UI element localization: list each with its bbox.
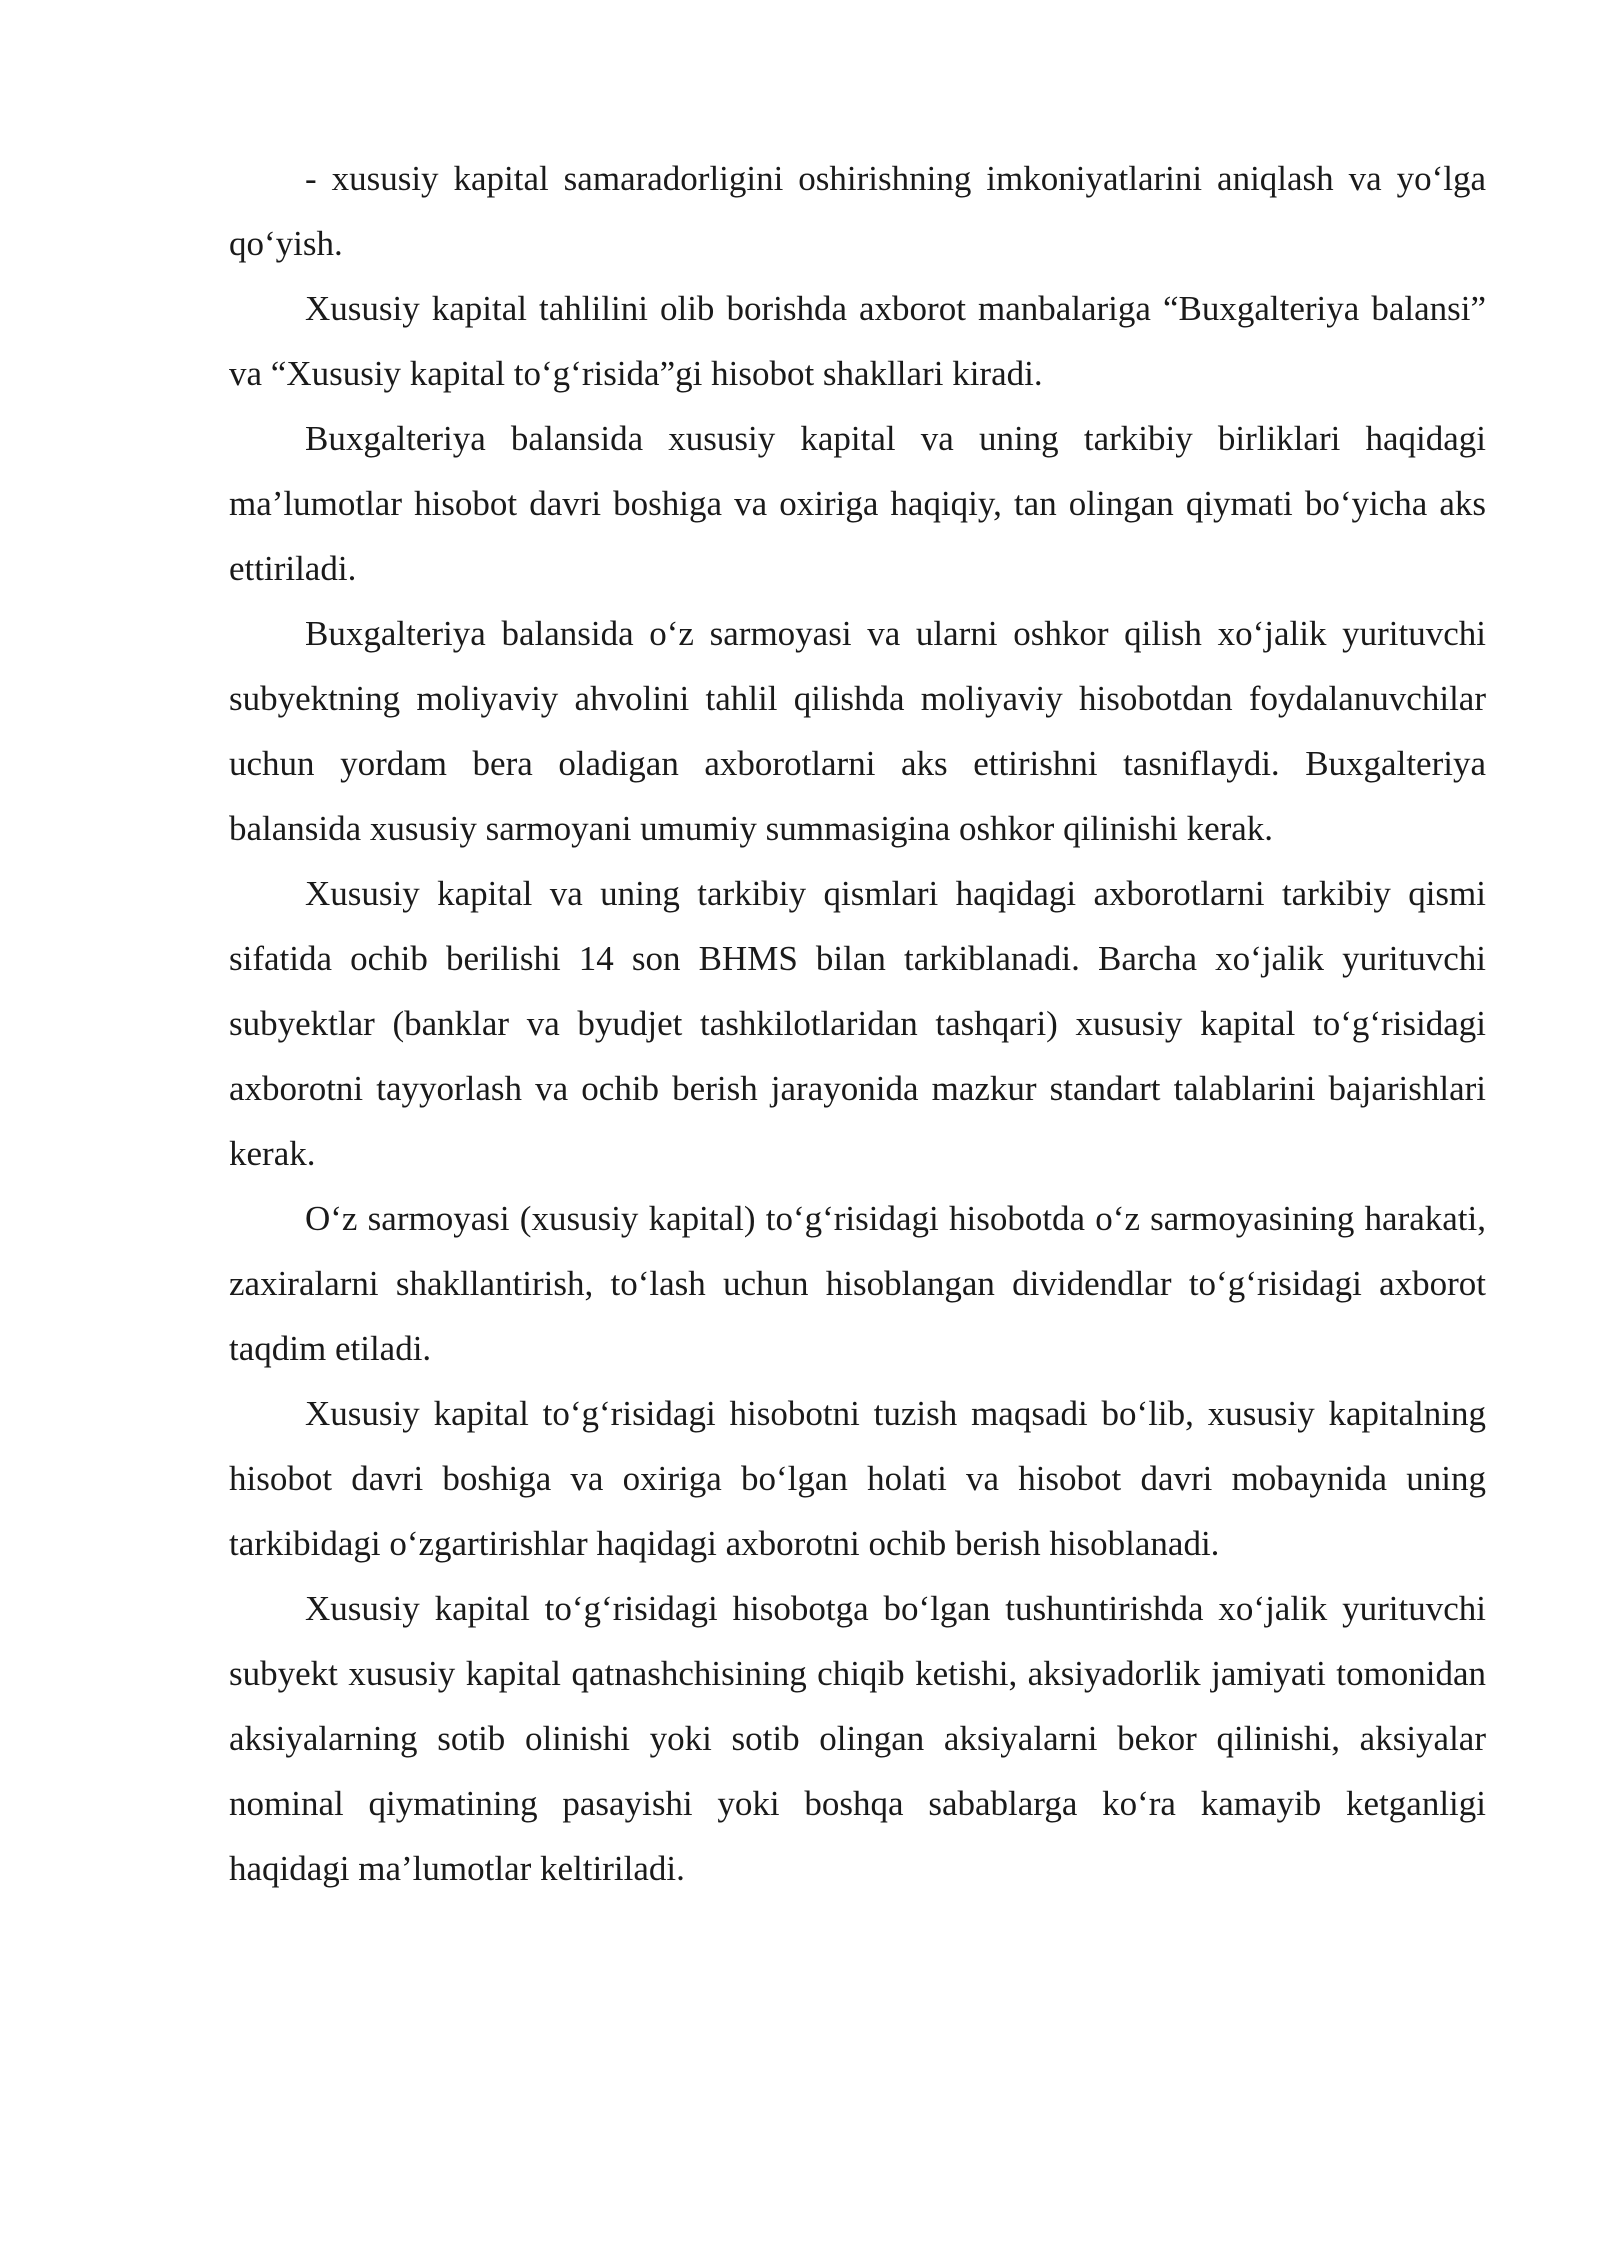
paragraph-5: Xususiy kapital va uning tarkibiy qismlari haqidagi axborotlarni tarkibiy qismi sifatida ochib berilishi 14 son BHMS bilan tarkiblanadi. Barcha xo‘jalik yurituvchi subyektlar (banklar va byudjet tashkilotlaridan tashqari) xususiy kapital to‘g‘risidagi axborotni tayyorlash va ochib berish jarayonida mazkur standart talablarini bajarishlari kerak. — [229, 874, 1486, 1173]
paragraph-2: Xususiy kapital tahlilini olib borishda axborot manbalariga “Buxgalteriya balansi” va “Xususiy kapital to‘g‘risida”gi hisobot shakllari kiradi. — [229, 289, 1486, 393]
paragraph-3: Buxgalteriya balansida xususiy kapital va uning tarkibiy birliklari haqidagi ma’lumotlar hisobot davri boshiga va oxiriga haqiqiy, tan olingan qiymati bo‘yicha aks ettiriladi. — [229, 419, 1486, 588]
paragraph-8: Xususiy kapital to‘g‘risidagi hisobotga bo‘lgan tushuntirishda xo‘jalik yurituvchi subyekt xususiy kapital qatnashchisining chiqib ketishi, aksiyadorlik jamiyati tomonidan aksiyalarning sotib olinishi yoki sotib olingan aksiyalarni bekor qilinishi, aksiyalar nominal qiymatining pasayishi yoki boshqa sabablarga ko‘ra kamayib ketganligi haqidagi ma’lumotlar keltiriladi. — [229, 1589, 1486, 1888]
paragraph-7: Xususiy kapital to‘g‘risidagi hisobotni tuzish maqsadi bo‘lib, xususiy kapitalning hisobot davri boshiga va oxiriga bo‘lgan holati va hisobot davri mobaynida uning tarkibidagi o‘zgartirishlar haqidagi axborotni ochib berish hisoblanadi. — [229, 1394, 1486, 1563]
document-page — [229, 146, 1486, 1901]
paragraph-6: O‘z sarmoyasi (xususiy kapital) to‘g‘risidagi hisobotda o‘z sarmoyasining harakati, zaxiralarni shakllantirish, to‘lash uchun hisoblangan dividendlar to‘g‘risidagi axborot taqdim etiladi. — [229, 1199, 1486, 1368]
paragraph-1: - xususiy kapital samaradorligini oshirishning imkoniyatlarini aniqlash va yo‘lga qo‘yish. — [229, 159, 1486, 263]
paragraph-4: Buxgalteriya balansida o‘z sarmoyasi va ularni oshkor qilish xo‘jalik yurituvchi subyektning moliyaviy ahvolini tahlil qilishda moliyaviy hisobotdan foydalanuvchilar uchun yordam bera oladigan axborotlarni aks ettirishni tasniflaydi. Buxgalteriya balansida xususiy sarmoyani umumiy summasigina oshkor qilinishi kerak. — [229, 614, 1486, 848]
